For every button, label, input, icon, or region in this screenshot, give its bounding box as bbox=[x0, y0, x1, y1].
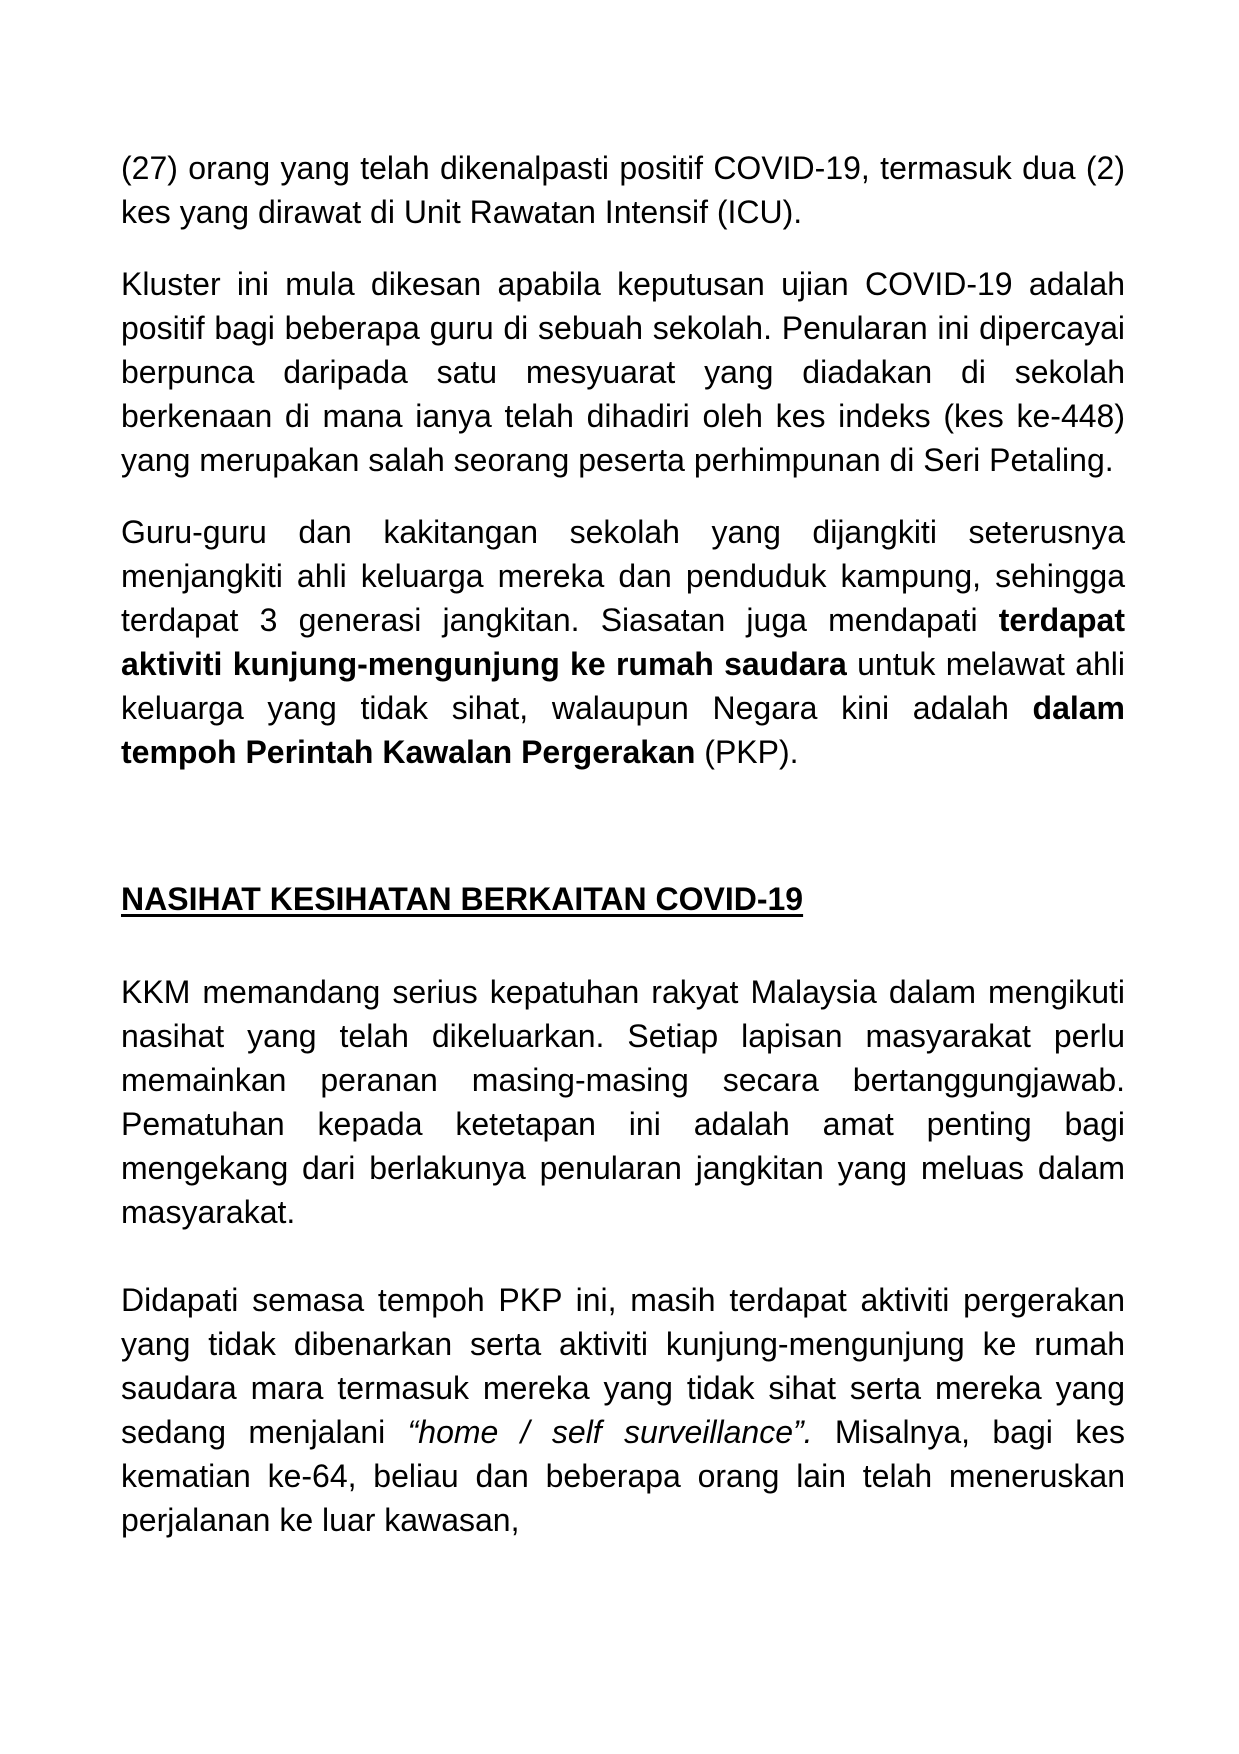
document-page bbox=[121, 146, 1125, 1542]
paragraph-text: Misalnya, bagi kes kematian ke-64, beliau dan beberapa orang lain telah meneruskan perjalanan ke luar kawasan, bbox=[121, 1414, 1126, 1538]
bold-text-visiting: terdapat aktiviti kunjung-mengunjung ke rumah saudara bbox=[121, 602, 1125, 682]
paragraph-movement bbox=[121, 1278, 1125, 1542]
paragraph-icu-cases: (27) orang yang telah dikenalpasti positif COVID-19, termasuk dua (2) kes yang dirawat di Unit Rawatan Intensif (ICU). bbox=[121, 150, 1125, 230]
italic-text-surveillance: “home / self surveillance”. bbox=[407, 1414, 813, 1450]
paragraph-text: untuk melawat ahli keluarga yang tidak sihat, walaupun Negara kini adalah bbox=[121, 646, 1126, 726]
bold-text-pkp: dalam tempoh Perintah Kawalan Pergerakan bbox=[121, 690, 1125, 770]
paragraph-text: (PKP). bbox=[695, 734, 799, 770]
section-heading: NASIHAT KESIHATAN BERKAITAN COVID-19 bbox=[121, 881, 804, 917]
paragraph-text: Guru-guru dan kakitangan sekolah yang dijangkiti seterusnya menjangkiti ahli keluarga mereka dan penduduk kampung, sehingga terdapat 3 generasi jangkitan. Siasatan juga mendapati bbox=[121, 514, 1125, 638]
paragraph-cluster-detection: Kluster ini mula dikesan apabila keputusan ujian COVID-19 adalah positif bagi beberapa guru di sebuah sekolah. Penularan ini dipercayai berpunca daripada satu mesyuarat yang diadakan di sekolah berkenaan di mana ianya telah dihadiri oleh kes indeks (kes ke-448) yang merupakan salah seorang peserta perhimpunan di Seri Petaling. bbox=[121, 266, 1125, 478]
paragraph-text: Didapati semasa tempoh PKP ini, masih terdapat aktiviti pergerakan yang tidak dibenarkan serta aktiviti kunjung-mengunjung ke rumah saudara mara termasuk mereka yang tidak sihat serta mereka yang sedang menjalani bbox=[121, 1282, 1125, 1450]
paragraph-compliance: KKM memandang serius kepatuhan rakyat Malaysia dalam mengikuti nasihat yang telah dikeluarkan. Setiap lapisan masyarakat perlu memainkan peranan masing-masing secara bertanggungjawab. Pematuhan kepada ketetapan ini adalah amat penting bagi mengekang dari berlakunya penularan jangkitan yang meluas dalam masyarakat. bbox=[121, 974, 1125, 1230]
paragraph-transmission bbox=[121, 510, 1125, 774]
